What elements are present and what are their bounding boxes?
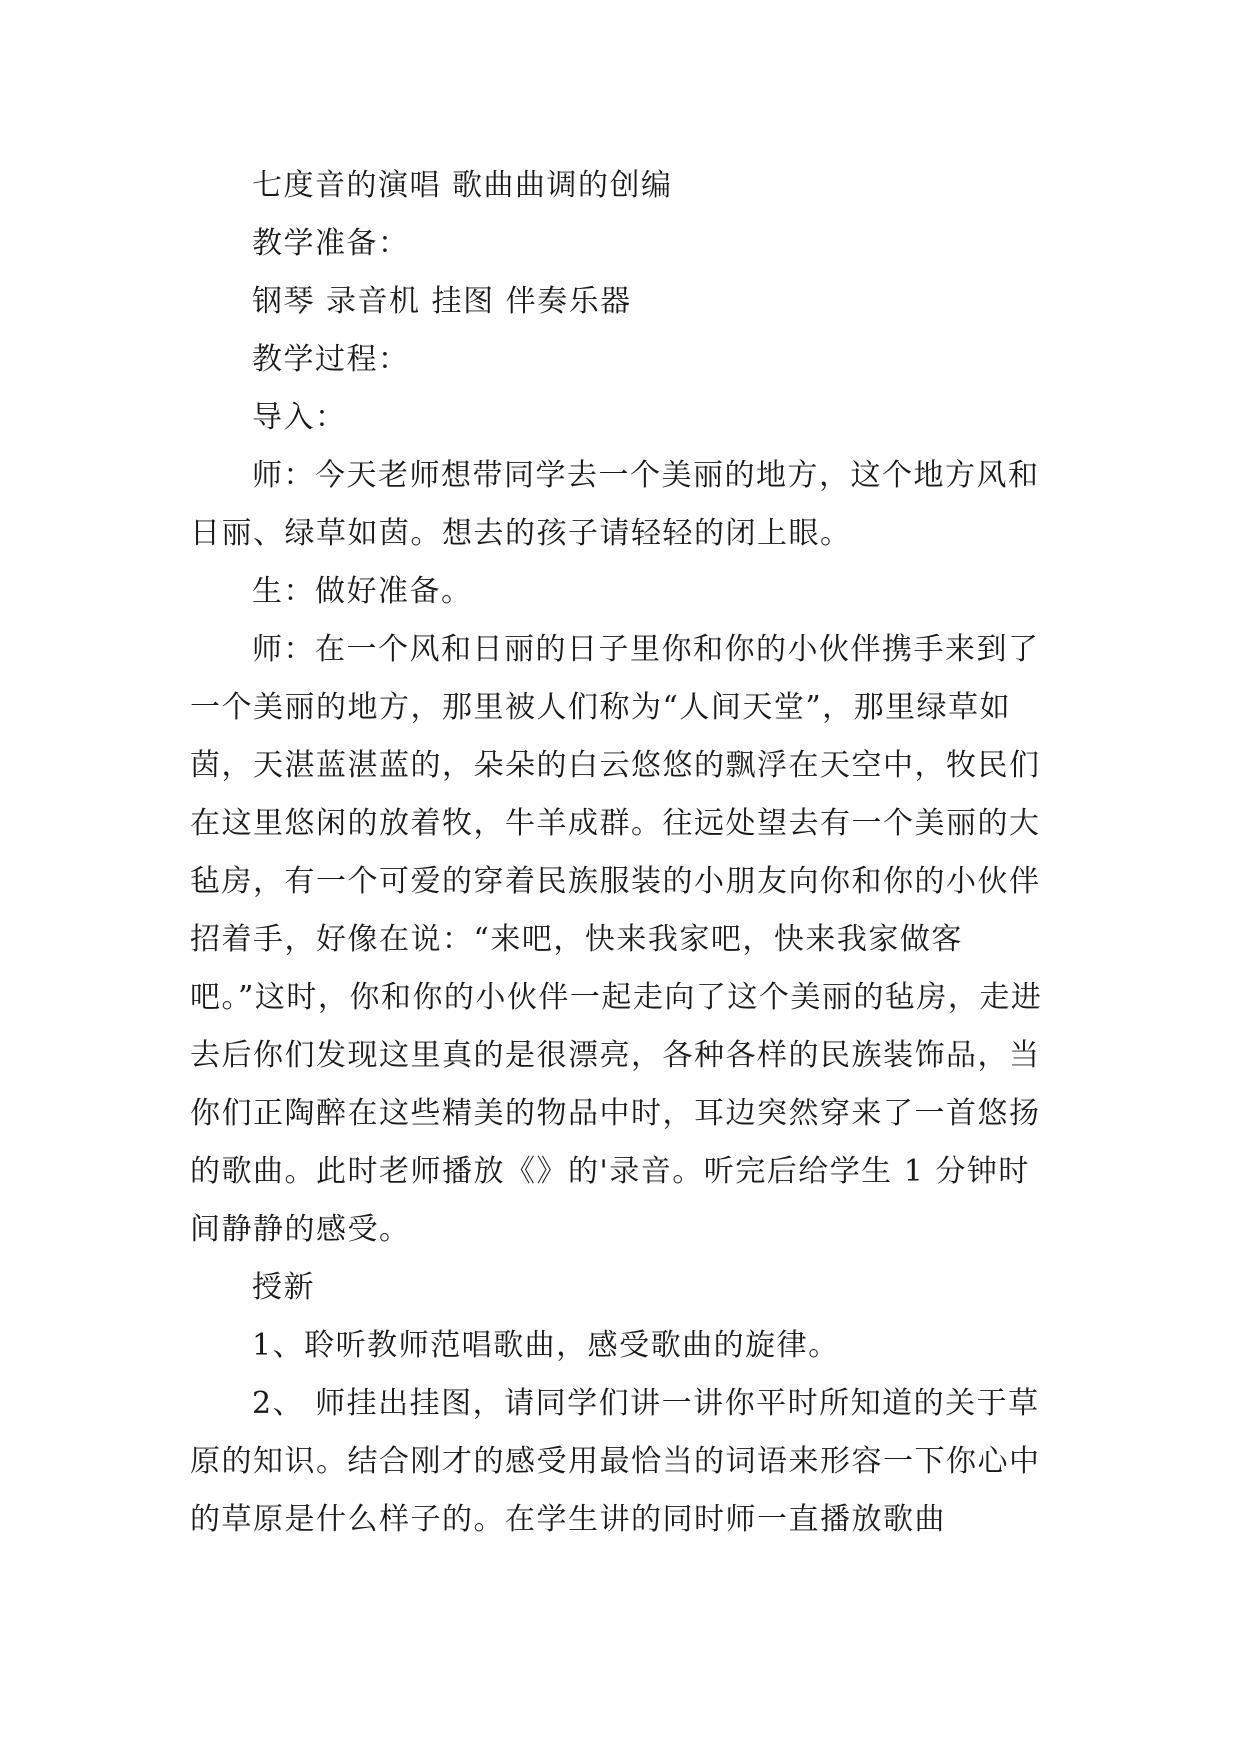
paragraph-introduction-heading: 导入： (252, 400, 347, 435)
paragraph-teacher-intro: 师：今天老师想带同学去一个美丽的地方，这个地方风和日丽、绿草如茵。想去的孩子请轻轻的闭上眼。 (190, 458, 1040, 551)
paragraph-process-heading: 教学过程： (252, 342, 410, 377)
paragraph-topic: 七度音的演唱 歌曲曲调的创编 (252, 168, 673, 203)
paragraph-preparation-items: 钢琴 录音机 挂图 伴奏乐器 (252, 284, 632, 319)
paragraph-teacher-story: 师：在一个风和日丽的日子里你和你的小伙伴携手来到了一个美丽的地方，那里被人们称为“人间天堂”，那里绿草如茵，天湛蓝湛蓝的，朵朵的白云悠悠的飘浮在天空中，牧民们在这里悠闲的放着牧，牛羊成群。往远处望去有一个美丽的大毡房，有一个可爱的穿着民族服装的小朋友向你和你的小伙伴招着手，好像在说：“来吧，快来我家吧，快来我家做客吧。”这时，你和你的小伙伴一起走向了这个美丽的毡房，走进去后你们发现这里真的是很漂亮，各种各样的民族装饰品，当你们正陶醉在这些精美的物品中时，耳边突然穿来了一首悠扬的歌曲。此时老师播放《》的'录音。听完后给学生 1 分钟时间静静的感受。 (190, 632, 1043, 1247)
paragraph-step-2: 2、 师挂出挂图，请同学们讲一讲你平时所知道的关于草原的知识。结合刚才的感受用最恰当的词语来形容一下你心中的草原是什么样子的。在学生讲的同时师一直播放歌曲 (190, 1386, 1041, 1537)
paragraph-step-1: 1、聆听教师范唱歌曲，感受歌曲的旋律。 (252, 1328, 840, 1363)
paragraph-preparation-heading: 教学准备： (252, 226, 410, 261)
paragraph-student-ready: 生：做好准备。 (252, 574, 473, 609)
paragraph-new-lesson-heading: 授新 (252, 1270, 315, 1305)
document-body (190, 157, 1058, 1549)
